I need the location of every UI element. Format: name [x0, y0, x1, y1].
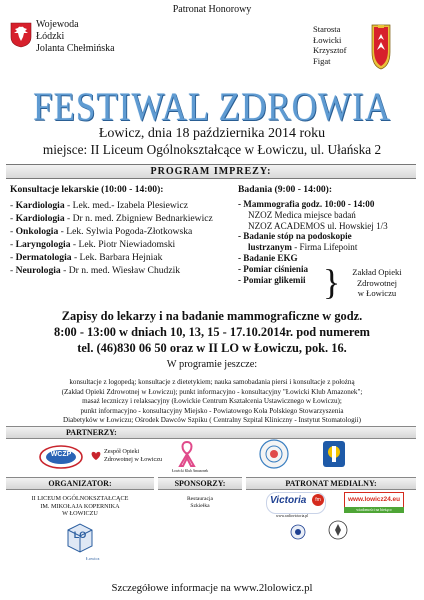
- program-extra-line: konsultacje z logopedą; konsultacje z dietetykiem; nauka samobadania piersi i konsultacje z położną: [69, 378, 355, 386]
- list-item: - Kardiologia - Dr n. med. Zbigniew Bednarkiewicz: [10, 213, 213, 224]
- wojewoda-text: [36, 19, 115, 55]
- sponsor-line: Restauracja: [186, 496, 214, 502]
- zaklad-line: Zakład Opieki: [352, 267, 402, 277]
- zoz-logo-icon: [90, 451, 102, 461]
- zapisy-line: tel. (46)830 06 50 oraz w II LO w Łowiczu, pok. 16.: [77, 341, 347, 355]
- place-line: miejsce: II Liceum Ogólnokształcące w Łowiczu, ul. Ułańska 2: [42, 142, 382, 157]
- wojewoda-line: Jolanta Chełmińska: [36, 43, 115, 54]
- zoz-line: Zdrowotnej w Łowiczu: [104, 455, 163, 463]
- sponsor-text: [158, 496, 242, 510]
- organizator-text: [6, 495, 154, 518]
- glikemia-item: - Pomiar glikemii: [238, 274, 306, 285]
- footer-info: Szczegółowe informacje na www.2lolowicz.pl: [111, 582, 313, 594]
- specialty: Onkologia: [15, 226, 59, 237]
- mammografia-detail: NZOZ ACADEMOS ul. Howskiej 1/3: [248, 220, 388, 231]
- amazonek-label: Łowicki Klub Amazonek: [171, 469, 209, 473]
- patronat-medialny-header: PATRONAT MEDIALNY:: [246, 477, 416, 490]
- diabetes-association-logo-icon: [258, 438, 290, 470]
- patronat-label: Patronat Honorowy: [172, 4, 252, 15]
- program-extra-line: masaż leczniczy i relaksacyjny (Łowickie Centrum Kształcenia Ustawicznego w Łowiczu);: [82, 397, 342, 406]
- stopy-firm: - Firma Lifepoint: [291, 242, 358, 253]
- doctor: - Lek. Barbara Hejniak: [71, 252, 163, 263]
- program-extra-line: (Zakład Opieki Zdrowotnej w Łowiczu); punkt informacyjno - konsultacyjny "Łowicki Klub Amazonek";: [61, 387, 363, 396]
- specialty: Kardiologia: [15, 213, 65, 224]
- program-extra-line: punkt informacyjno - konsultacyjny Miejsko - Powiatowego Koła Polskiego Stowarzyszenia: [80, 406, 344, 415]
- partnerzy-header: [6, 426, 416, 439]
- starosta-line: Figat: [313, 55, 331, 66]
- organizator-line: II LICEUM OGÓLNOKSZTAŁCĄCE: [31, 495, 129, 502]
- health-cross-logo-icon: [322, 440, 346, 468]
- doctor: - Lek. med.- Izabela Plesiewicz: [64, 200, 188, 211]
- organizator-header: ORGANIZATOR:: [6, 477, 154, 490]
- doctor: - Dr n. med. Wiesław Chudzik: [60, 265, 181, 276]
- konsultacje-list: [10, 199, 213, 277]
- w-programie-heading: W programie jeszcze:: [166, 359, 258, 370]
- list-item: - Laryngologia - Lek. Piotr Niewiadomski: [10, 239, 176, 250]
- specialty: Laryngologia: [15, 239, 71, 250]
- partnerzy-label: PARTNERZY:: [66, 428, 117, 437]
- festival-title: FESTIWAL ZDROWIA: [33, 84, 391, 129]
- zaklad-line: Zdrowotnej: [356, 277, 398, 288]
- poland-eagle-emblem-icon: [10, 22, 32, 48]
- konsultacje-title: Konsultacje lekarskie (10:00 - 14:00):: [10, 184, 164, 195]
- date-line: Łowicz, dnia 18 października 2014 roku: [98, 126, 326, 141]
- victoria-fm-badge: fm: [312, 494, 324, 506]
- wojewoda-line: Łódzki: [36, 31, 65, 42]
- stopy-detail: lustrzanym: [248, 242, 292, 253]
- doctor: - Dr n. med. Zbigniew Bednarkiewicz: [64, 213, 213, 224]
- zaklad-text: [336, 267, 418, 299]
- lo-logo-text: LO: [73, 530, 87, 540]
- radio-logo-icon: [290, 524, 306, 540]
- mammografia-item: - Mammografia godz. 10:00 - 14:00: [238, 199, 375, 209]
- starosta-text: [313, 24, 347, 66]
- stopy-item: - Badanie stóp na podoskopie: [238, 231, 352, 242]
- lowicz24-logo: www.lowicz24.eu: [344, 492, 404, 508]
- brace-symbol: }: [323, 262, 341, 302]
- zoz-line: Zespół Opieki: [104, 448, 140, 455]
- organizator-line: W ŁOWICZU: [62, 510, 98, 517]
- zapisy-line: 8:00 - 13:00 w dniach 10, 13, 15 - 17.10.2014r. pod numerem: [54, 325, 370, 339]
- program-extra-line: Diabetyków w Łowiczu; Ośrodek Dawców Szpiku ( Centralny Szpital Kliniczny - Instytut Stomatologii): [63, 416, 361, 425]
- victoria-url: www.radiovictoria.pl: [276, 514, 309, 518]
- specialty: Dermatologia: [15, 252, 72, 263]
- lo-logo-sub: Łowicz: [86, 556, 100, 561]
- badania-title: Badania (9:00 - 14:00):: [238, 184, 333, 195]
- newspaper-crest-icon: [328, 520, 348, 542]
- organizator-line: IM. MIKOŁAJA KOPERNIKA: [40, 502, 120, 510]
- list-item: - Onkologia - Lek. Sylwia Pogoda-Złotkowska: [10, 226, 193, 237]
- zoz-text: [104, 448, 162, 463]
- lowicz-county-crest-icon: [370, 22, 392, 72]
- doctor: - Lek. Piotr Niewiadomski: [70, 239, 176, 250]
- wojewoda-line: Wojewoda: [36, 19, 79, 30]
- program-extra-text: [4, 378, 420, 426]
- zapisy-block: [0, 308, 424, 356]
- list-item: - Kardiologia - Lek. med.- Izabela Plesiewicz: [10, 200, 188, 211]
- mammografia-detail: NZOZ Medica miejsce badań: [248, 209, 356, 220]
- zapisy-line: Zapisy do lekarzy i na badanie mammograficzne w godz.: [61, 309, 363, 323]
- amazonek-ribbon-icon: [174, 440, 200, 468]
- wczp-label: WCZP: [50, 451, 72, 458]
- zaklad-line: w Łowiczu: [357, 288, 397, 298]
- starosta-line: Krzysztof: [313, 45, 347, 55]
- ekg-item: - Badanie EKG: [238, 252, 298, 263]
- sponsor-line: Szkiełka: [190, 503, 210, 509]
- doctor: - Lek. Sylwia Pogoda-Złotkowska: [58, 226, 193, 237]
- specialty: Neurologia: [15, 265, 61, 276]
- cisnienie-item: - Pomiar ciśnienia: [238, 263, 309, 274]
- starosta-line: Łowicki: [313, 34, 342, 45]
- program-header: PROGRAM IMPREZY:: [6, 164, 416, 179]
- list-item: - Neurologia - Dr n. med. Wiesław Chudzik: [10, 265, 181, 276]
- victoria-logo-text: Victoria: [270, 495, 307, 506]
- sponsorzy-header: SPONSORZY:: [158, 477, 242, 490]
- lowicz24-sub: wiadomości na bieżąco: [344, 507, 404, 513]
- starosta-line: Starosta: [313, 24, 341, 34]
- list-item: - Dermatologia - Lek. Barbara Hejniak: [10, 252, 163, 263]
- specialty: Kardiologia: [15, 200, 65, 211]
